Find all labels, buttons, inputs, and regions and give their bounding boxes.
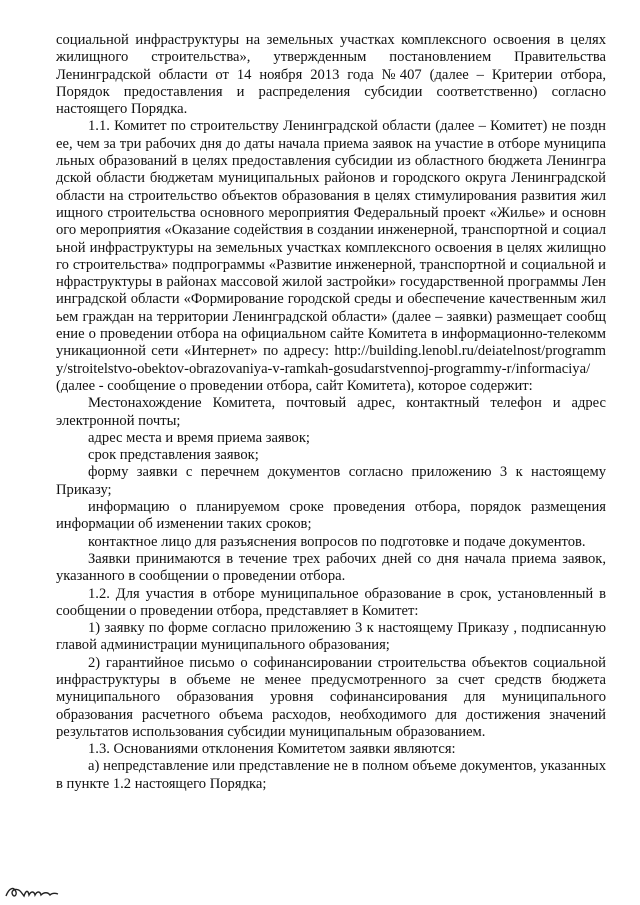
paragraph-item-2: 2) гарантийное письмо о софинансировании строительства объектов социальной инфраструктуры в объеме не менее предусмотренного за счет средств бюджета муниципального образования уровня софинансирования для муниципального образования расчетного объема расходов, необходимого для достижения значений результатов использования субсидии муниципальным образованием. [56, 654, 606, 740]
paragraph-location: Местонахождение Комитета, почтовый адрес, контактный телефон и адрес электронной почты; [56, 395, 606, 429]
signature-mark [4, 880, 60, 902]
paragraph-1-3: 1.3. Основаниями отклонения Комитетом заявки являются: [88, 741, 456, 758]
paragraph-form: форму заявки с перечнем документов согласно приложению 3 к настоящему Приказу; [56, 464, 606, 498]
paragraph-acceptance: Заявки принимаются в течение трех рабочих дней со дня начала приема заявок, указанного в сообщении о проведении отбора. [56, 550, 606, 585]
paragraph-item-a: а) непредставление или представление не в полном объеме документов, указанных в пункте 1.2 настоящего Порядка; [56, 758, 606, 792]
paragraph-contact: контактное лицо для разъяснения вопросов по подготовке и подаче документов. [88, 533, 586, 550]
paragraph-deadline: срок представления заявок; [88, 447, 259, 464]
paragraph-1-1: 1.1. Комитет по строительству Ленинградской области (далее – Комитет) не позднее, чем за три рабочих дня до даты начала приема заявок на участие в отборе муниципальных образований в целях предоставления субсидии из областного бюджета Ленинградской области бюджетам муниципальных районов и городского округа Ленинградской области на строительство объектов образования в целях стимулирования развития жилищного строительства основного мероприятия Федеральный проект «Жилье» и основного мероприятия «Оказание содействия в создании инженерной, транспортной и социальной инфраструктуры на земельных участках комплексного освоения в целях жилищного строительства» подпрограммы «Развитие инженерной, транспортной и социальной инфраструктуры в районах массовой жилой застройки» государственной программы Ленинградской области «Формирование городской среды и обеспечение качественным жильем граждан на территории Ленинградской области» (далее – заявки) размещает сообщение о проведении отбора на официальном сайте Комитета в информационно-телекоммуникационной сети «Интернет» по адресу: http://building.lenobl.ru/deiatelnost/programmy/stroitelstvo-obektov-obrazovaniya-v-ramkah-gosudarstvennoj-programmy-r/informaciya/ (далее - сообщение о проведении отбора, сайт Комитета), которое содержит: [56, 118, 606, 394]
paragraph-address: адрес места и время приема заявок; [88, 429, 310, 446]
document-page [56, 32, 606, 793]
paragraph-intro: социальной инфраструктуры на земельных участках комплексного освоения в целях жилищного строительства», утвержденным постановлением Правительства Ленинградской области от 14 ноября 2013 года №407 (далее – Критерии отбора, Порядок предоставления и распределения субсидии соответственно) согласно настоящего Порядка. [56, 32, 606, 118]
paragraph-1-2: 1.2. Для участия в отборе муниципальное образование в срок, установленный в сообщении о проведении отбора, представляет в Комитет: [56, 585, 606, 619]
paragraph-schedule: информацию о планируемом сроке проведения отбора, порядок размещения информации об изменении таких сроков; [56, 499, 606, 533]
paragraph-item-1: 1) заявку по форме согласно приложению 3 к настоящему Приказу , подписанную главой администрации муниципального образования; [56, 620, 606, 654]
